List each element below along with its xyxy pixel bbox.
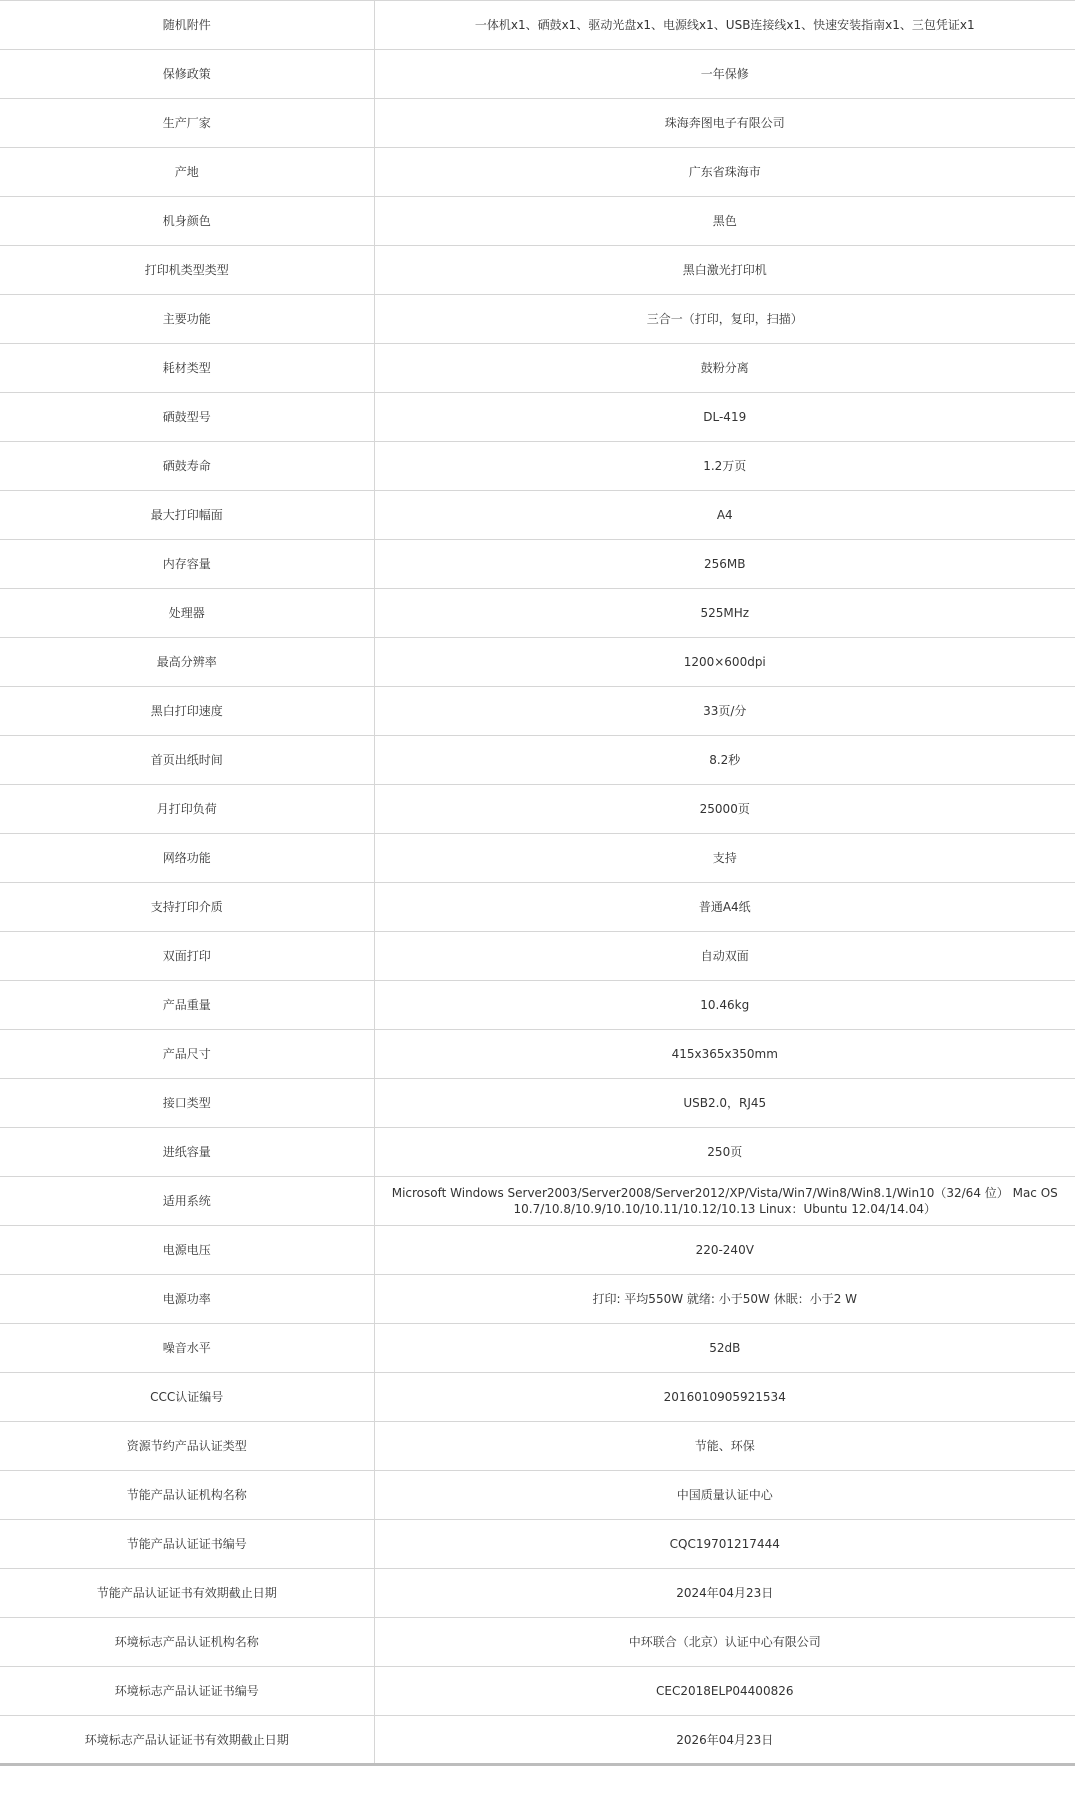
spec-row [0, 736, 1075, 785]
spec-row [0, 1324, 1075, 1373]
spec-value: 珠海奔图电子有限公司 [374, 99, 1075, 148]
spec-row [0, 1079, 1075, 1128]
spec-label: 节能产品认证机构名称 [0, 1471, 374, 1520]
spec-value: 中环联合（北京）认证中心有限公司 [374, 1618, 1075, 1667]
spec-value: 一体机x1、硒鼓x1、驱动光盘x1、电源线x1、USB连接线x1、快速安装指南x1、三包凭证x1 [374, 1, 1075, 50]
spec-label: 机身颜色 [0, 197, 374, 246]
spec-label: 月打印负荷 [0, 785, 374, 834]
spec-row [0, 1275, 1075, 1324]
spec-row [0, 1422, 1075, 1471]
spec-value: 52dB [374, 1324, 1075, 1373]
spec-value: Microsoft Windows Server2003/Server2008/Server2012/XP/Vista/Win7/Win8/Win8.1/Win10（32/64 位） Mac OS 10.7/10.8/10.9/10.10/10.11/10.12/10.13 Linux：Ubuntu 12.04/14.04） [374, 1177, 1075, 1226]
spec-value: 250页 [374, 1128, 1075, 1177]
spec-value: 普通A4纸 [374, 883, 1075, 932]
spec-row [0, 932, 1075, 981]
spec-label: 产地 [0, 148, 374, 197]
spec-label: 双面打印 [0, 932, 374, 981]
spec-row [0, 1471, 1075, 1520]
spec-value: 鼓粉分离 [374, 344, 1075, 393]
spec-row [0, 1373, 1075, 1422]
spec-value: 256MB [374, 540, 1075, 589]
spec-label: 进纸容量 [0, 1128, 374, 1177]
spec-label: 环境标志产品认证证书有效期截止日期 [0, 1716, 374, 1765]
spec-row [0, 295, 1075, 344]
spec-label: 打印机类型类型 [0, 246, 374, 295]
spec-value: 三合一（打印，复印，扫描） [374, 295, 1075, 344]
spec-label: 随机附件 [0, 1, 374, 50]
spec-row [0, 344, 1075, 393]
spec-value: CQC19701217444 [374, 1520, 1075, 1569]
spec-label: 硒鼓型号 [0, 393, 374, 442]
spec-value: DL-419 [374, 393, 1075, 442]
spec-value: 33页/分 [374, 687, 1075, 736]
spec-row [0, 1, 1075, 50]
spec-label: 最大打印幅面 [0, 491, 374, 540]
spec-row [0, 540, 1075, 589]
spec-row [0, 1030, 1075, 1079]
spec-value: 自动双面 [374, 932, 1075, 981]
spec-row [0, 981, 1075, 1030]
spec-row [0, 442, 1075, 491]
spec-label: 黑白打印速度 [0, 687, 374, 736]
spec-value: 打印: 平均550W 就绪: 小于50W 休眠：小于2 W [374, 1275, 1075, 1324]
spec-row [0, 1520, 1075, 1569]
spec-label: 主要功能 [0, 295, 374, 344]
spec-row [0, 1177, 1075, 1226]
spec-label: CCC认证编号 [0, 1373, 374, 1422]
spec-value: 一年保修 [374, 50, 1075, 99]
spec-label: 网络功能 [0, 834, 374, 883]
spec-label: 处理器 [0, 589, 374, 638]
spec-row [0, 589, 1075, 638]
spec-value: 10.46kg [374, 981, 1075, 1030]
spec-row [0, 1226, 1075, 1275]
spec-value: 220-240V [374, 1226, 1075, 1275]
spec-value: 415x365x350mm [374, 1030, 1075, 1079]
spec-label: 产品重量 [0, 981, 374, 1030]
spec-label: 电源功率 [0, 1275, 374, 1324]
spec-value: 25000页 [374, 785, 1075, 834]
spec-value: 8.2秒 [374, 736, 1075, 785]
spec-row [0, 50, 1075, 99]
spec-row [0, 1128, 1075, 1177]
spec-label: 耗材类型 [0, 344, 374, 393]
spec-label: 噪音水平 [0, 1324, 374, 1373]
spec-value: CEC2018ELP04400826 [374, 1667, 1075, 1716]
spec-label: 保修政策 [0, 50, 374, 99]
spec-row [0, 1569, 1075, 1618]
spec-label: 接口类型 [0, 1079, 374, 1128]
spec-label: 硒鼓寿命 [0, 442, 374, 491]
spec-value: 广东省珠海市 [374, 148, 1075, 197]
spec-value: 2024年04月23日 [374, 1569, 1075, 1618]
spec-value: 2016010905921534 [374, 1373, 1075, 1422]
spec-row [0, 785, 1075, 834]
spec-label: 环境标志产品认证证书编号 [0, 1667, 374, 1716]
spec-label: 电源电压 [0, 1226, 374, 1275]
spec-row [0, 638, 1075, 687]
spec-value: 中国质量认证中心 [374, 1471, 1075, 1520]
spec-label: 环境标志产品认证机构名称 [0, 1618, 374, 1667]
spec-value: 黑色 [374, 197, 1075, 246]
spec-label: 节能产品认证证书编号 [0, 1520, 374, 1569]
spec-row [0, 491, 1075, 540]
spec-label: 资源节约产品认证类型 [0, 1422, 374, 1471]
spec-label: 生产厂家 [0, 99, 374, 148]
spec-row [0, 1716, 1075, 1765]
spec-label: 最高分辨率 [0, 638, 374, 687]
spec-row [0, 148, 1075, 197]
spec-value: 1.2万页 [374, 442, 1075, 491]
spec-row [0, 99, 1075, 148]
spec-value: 525MHz [374, 589, 1075, 638]
spec-row [0, 393, 1075, 442]
spec-label: 首页出纸时间 [0, 736, 374, 785]
spec-value: 支持 [374, 834, 1075, 883]
spec-label: 支持打印介质 [0, 883, 374, 932]
spec-row [0, 834, 1075, 883]
spec-value: 黑白激光打印机 [374, 246, 1075, 295]
spec-value: 1200×600dpi [374, 638, 1075, 687]
spec-label: 适用系统 [0, 1177, 374, 1226]
spec-row [0, 687, 1075, 736]
spec-label: 节能产品认证证书有效期截止日期 [0, 1569, 374, 1618]
spec-label: 内存容量 [0, 540, 374, 589]
spec-row [0, 1618, 1075, 1667]
spec-row [0, 246, 1075, 295]
spec-label: 产品尺寸 [0, 1030, 374, 1079]
spec-value: 2026年04月23日 [374, 1716, 1075, 1765]
spec-table-body [0, 1, 1075, 1765]
spec-value: 节能、环保 [374, 1422, 1075, 1471]
spec-row [0, 883, 1075, 932]
spec-row [0, 1667, 1075, 1716]
spec-value: USB2.0，RJ45 [374, 1079, 1075, 1128]
spec-row [0, 197, 1075, 246]
spec-value: A4 [374, 491, 1075, 540]
